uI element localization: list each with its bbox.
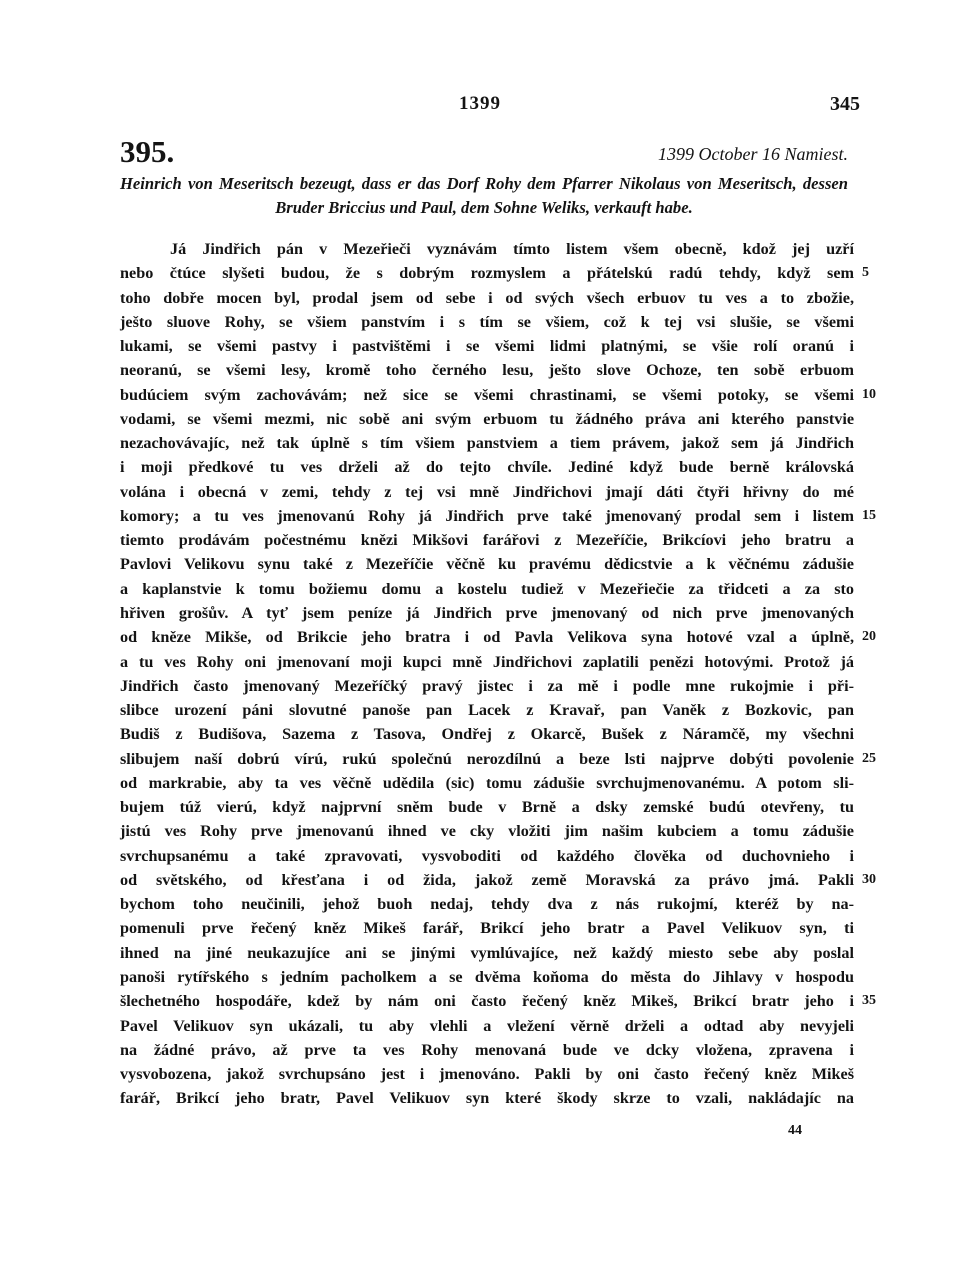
- text-line: na žádné právo, až prve ta ves Rohy menovaná bude ve dcky vložena, zpravena i: [120, 1040, 854, 1059]
- text-line: od kněze Mikše, od Brikcie jeho bratra i od Pavla Velikova syna hotové vzal a úplně,: [120, 628, 854, 647]
- text-line: Jindřich často jmenovaný Mezeříčký pravý jistec i za mě i podle mne rukojmie i při-: [120, 676, 854, 695]
- text-line: farář, Brikcí jeho bratr, Pavel Velikuov syn které škody skrze to vzali, nakládajíc na: [120, 1089, 854, 1108]
- text-line: pomenuli prve řečený kněz Mikeš farář, Brikcí jeho bratr a Pavel Velikuov syn, ti: [120, 919, 854, 938]
- line-number: 5: [862, 265, 869, 281]
- line-number: 35: [862, 993, 876, 1009]
- text-line: nebo čtúce slyšeti budou, že s dobrým rozmyslem a přátelskú radú tehdy, když sem: [120, 264, 854, 283]
- text-line: ješto sluove Rohy, se všiem panstvím i s tím se všiem, což k tej vsi slušie, se všemi: [120, 312, 854, 331]
- text-line: od markrabie, aby ta ves věčně udědila (sic) tomu zádušie svrchujmenovanému. A potom sli-: [120, 773, 854, 792]
- text-line: i moji předkové tu ves drželi až do tejto chvíle. Jediné když bude berně královská: [120, 458, 854, 477]
- document-body-text: [120, 237, 854, 1111]
- text-line: šlechetného hospodáře, kdež by nám oni často řečený kněz Mikeš, Brikcí bratr jeho i: [120, 992, 854, 1011]
- text-line: bychom toho neučinili, jehož buoh nedaj, tehdy dva z nás rukojmí, kteréž by na-: [120, 895, 854, 914]
- text-line: vodami, se všemi mezmi, nic sobě ani svým erbuom tu žádného práva ani kterého panstvie: [120, 409, 854, 428]
- text-line: a tu ves Rohy oni jmenovaní moji kupci mně Jindřichovi zaplatili penězi hotovými. Protož já: [120, 652, 854, 671]
- line-number: 20: [862, 629, 876, 645]
- text-line: Pavel Velikuov syn ukázali, tu aby vlehli a vležení věrně drželi a odtad aby nevyjeli: [120, 1016, 854, 1035]
- text-line: hřiven grošův. A tyť jsem peníze já Jindřich prve jmenovaný od nich prve jmenovaných: [120, 603, 854, 622]
- document-date-place: 1399 October 16 Namiest.: [658, 144, 848, 164]
- running-head-year: 1399: [459, 93, 501, 114]
- text-line: Pavlovi Velikovu synu také z Mezeříčie věčně ku pravému dědicstvie a k věčnému zádušie: [120, 555, 854, 574]
- text-line: neoranú, se všemi lesy, kromě toho černého lesu, ješto slove Ochoze, ten sobě erbuom: [120, 361, 854, 380]
- text-line: budúciem svým zachovávám; než sice se všemi chrastinami, se všemi potoky, se všemi: [120, 385, 854, 404]
- text-line: Já Jindřich pán v Mezeřieči vyznávám tímto listem všem obecně, kdož jej uzří: [170, 240, 854, 258]
- text-line: volána i obecná v zemi, tehdy z tej vsi mně Jindřichovi jmají dáti čtyři hřivny do mé: [120, 482, 854, 501]
- text-line: vysvobozena, jakož svrchupsáno jest i jmenováno. Pakli by oni často řečený kněz Mikeš: [120, 1065, 854, 1084]
- text-line: Budiš z Budišova, Sazema z Tasova, Ondřej z Okarcě, Bušek z Náramčě, my všechni: [120, 725, 854, 744]
- line-number: 10: [862, 386, 876, 402]
- text-line: jistú ves Rohy prve jmenovanú ihned ve cky vložiti jim našim kubciem a tomu zádušie: [120, 822, 854, 841]
- text-line: slibujem naší dobrú vírú, rukú společnú nerozdílnú a beze lsti najprve dobýti povolenie: [120, 749, 854, 768]
- text-line: ihned na jiné neukazujíce ani se jinými vymlúvajíce, než každý miesto sebe aby poslal: [120, 943, 854, 962]
- line-number: 15: [862, 507, 876, 523]
- text-line: slibce urození páni slovutné panoše pan Lacek z Kravař, pan Vaněk z Bozkovic, pan: [120, 701, 854, 720]
- line-number: 25: [862, 750, 876, 766]
- text-line: komory; a tu ves jmenovanú Rohy já Jindřich prve také jmenovaný prodal sem i listem: [120, 506, 854, 525]
- document-number: 395.: [120, 134, 175, 169]
- document-regest: Heinrich von Meseritsch bezeugt, dass er das Dorf Rohy dem Pfarrer Nikolaus von Meseritsch, dessen Bruder Briccius und Paul, dem Sohne Weliks, verkauft habe.: [120, 174, 848, 217]
- text-line: panoši rytířského s jedním pacholkem a se dvěma koňoma do města do Jihlavy v hospodu: [120, 967, 854, 986]
- text-line: svrchupsanému a také zpravovati, vysvoboditi od každého člověka od duchovnieho i: [120, 846, 854, 865]
- text-line: tiemto prodávám počestnému knězi Mikšovi farářovi z Mezeříčie, Brikcíovi jeho bratru a: [120, 531, 854, 550]
- text-line: bujem túž vierú, když najprvní sněm bude v Brně a dsky zemské budú otevřeny, tu: [120, 798, 854, 817]
- text-line: a kaplanstvie k tomu božiemu domu a kostelu tudiež v Mezeřiečie za třidceti a za sto: [120, 579, 854, 598]
- text-line: toho dobře mocen byl, prodal jsem od sebe i od svých všech erbuov tu ves a to zbožie,: [120, 288, 854, 307]
- text-line: nezachovávajíc, než tak úplně s tím všiem panstviem a tiem právem, jakož sem já Jindřich: [120, 434, 854, 453]
- text-line: lukami, se všemi pastvy i pastvištěmi i se všemi lidmi platnými, se všie rolí oranú i: [120, 337, 854, 356]
- page-number: 345: [830, 93, 860, 115]
- sheet-signature: 44: [788, 1123, 802, 1138]
- line-number: 30: [862, 872, 876, 888]
- text-line: od světského, od křesťana i od žida, jakož země Moravská za právo jmá. Pakli: [120, 870, 854, 889]
